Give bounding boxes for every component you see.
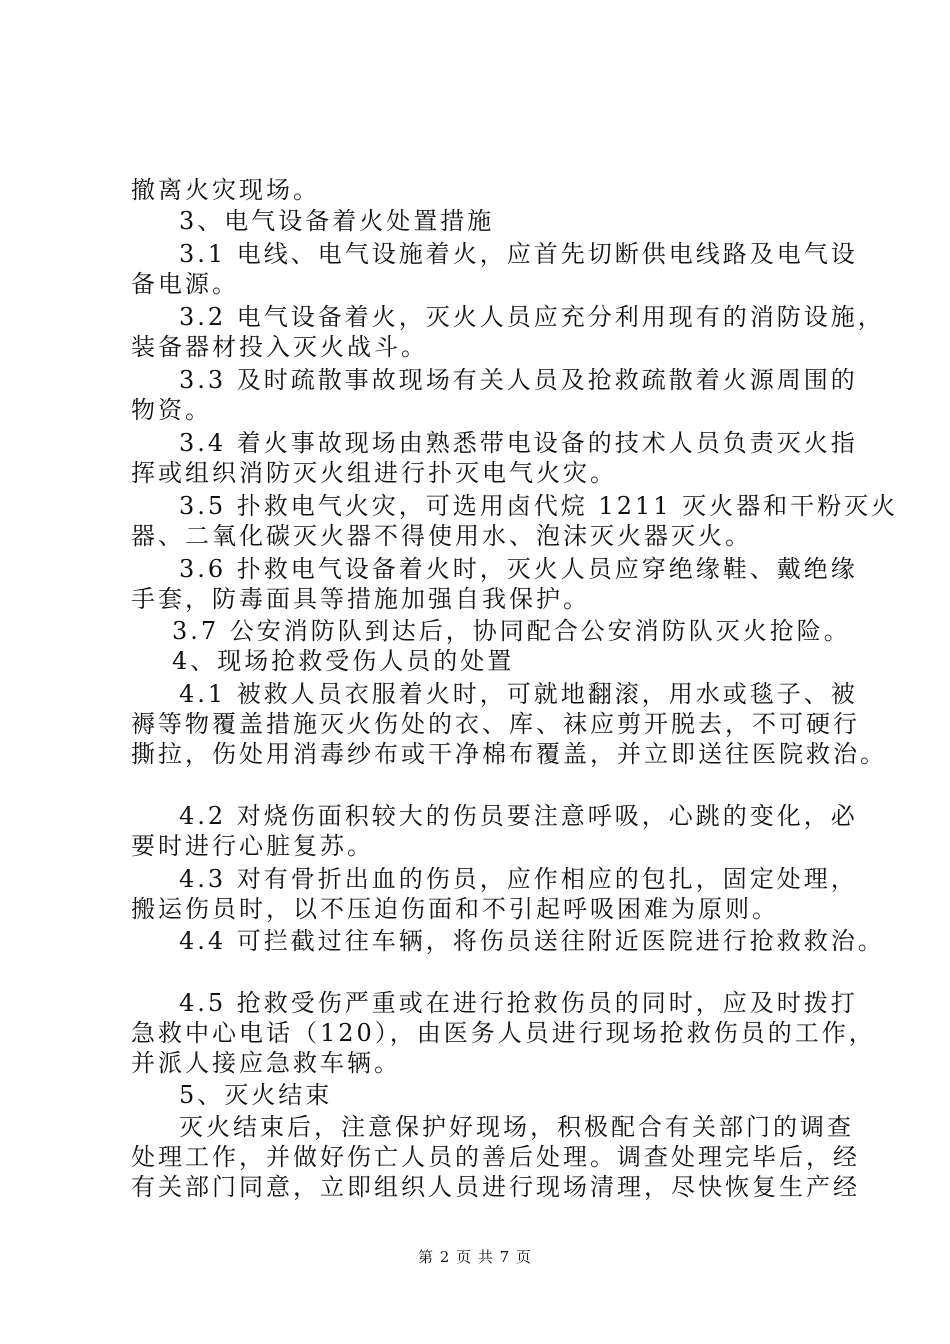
text-line: 搬运伤员时，以不压迫伤面和不引起呼吸困难为原则。 — [131, 895, 779, 923]
text-line: 要时进行心脏复苏。 — [131, 832, 374, 860]
text-line: 3.2 电气设备着火，灭火人员应充分利用现有的消防设施， — [179, 303, 885, 331]
text-line: 3.4 着火事故现场由熟悉带电设备的技术人员负责灭火指 — [179, 429, 858, 457]
text-line: 备电源。 — [131, 270, 239, 298]
text-line: 3.6 扑救电气设备着火时，灭火人员应穿绝缘鞋、戴绝缘 — [179, 555, 858, 583]
text-line: 物资。 — [131, 396, 212, 424]
text-line: 4.5 抢救受伤严重或在进行抢救伤员的同时，应及时拨打 — [179, 989, 858, 1017]
text-line: 4.2 对烧伤面积较大的伤员要注意呼吸，心跳的变化，必 — [179, 802, 858, 830]
text-line: 处理工作，并做好伤亡人员的善后处理。调查处理完毕后，经 — [131, 1143, 860, 1171]
text-line: 4.3 对有骨折出血的伤员，应作相应的包扎，固定处理， — [179, 865, 858, 893]
text-line: 3.1 电线、电气设施着火，应首先切断供电线路及电气设 — [179, 240, 858, 268]
text-line: 3.7 公安消防队到达后，协同配合公安消防队灭火抢险。 — [172, 617, 851, 645]
text-line: 手套，防毒面具等措施加强自我保护。 — [131, 585, 590, 613]
text-line: 3.3 及时疏散事故现场有关人员及抢救疏散着火源周围的 — [179, 366, 858, 394]
text-line: 撤离火灾现场。 — [131, 176, 320, 204]
page-number-footer: 第 2 页 共 7 页 — [418, 1248, 532, 1266]
section-heading: 5、灭火结束 — [179, 1081, 333, 1109]
text-line: 装备器材投入灭火战斗。 — [131, 333, 428, 361]
text-line: 挥或组织消防灭火组进行扑灭电气火灾。 — [131, 459, 617, 487]
text-line: 4.4 可拦截过往车辆，将伤员送往附近医院进行抢救救治。 — [179, 927, 885, 955]
text-line: 褥等物覆盖措施灭火伤处的衣、库、袜应剪开脱去，不可硬行 — [131, 710, 860, 738]
section-heading: 4、现场抢救受伤人员的处置 — [172, 647, 515, 675]
text-line: 灭火结束后，注意保护好现场，积极配合有关部门的调查 — [179, 1113, 854, 1141]
text-line: 撕拉，伤处用消毒纱布或干净棉布覆盖，并立即送往医院救治。 — [131, 740, 887, 768]
text-line: 有关部门同意，立即组织人员进行现场清理，尽快恢复生产经 — [131, 1173, 860, 1201]
text-line: 并派人接应急救车辆。 — [131, 1049, 401, 1077]
text-line: 4.1 被救人员衣服着火时，可就地翻滚，用水或毯子、被 — [179, 680, 858, 708]
text-line: 急救中心电话（120），由医务人员进行现场抢救伤员的工作， — [131, 1019, 876, 1047]
text-line: 器、二氧化碳灭火器不得使用水、泡沫灭火器灭火。 — [131, 522, 752, 550]
text-line: 3.5 扑救电气火灾，可选用卤代烷 1211 灭火器和干粉灭火 — [179, 492, 899, 520]
section-heading: 3、电气设备着火处置措施 — [179, 207, 495, 235]
